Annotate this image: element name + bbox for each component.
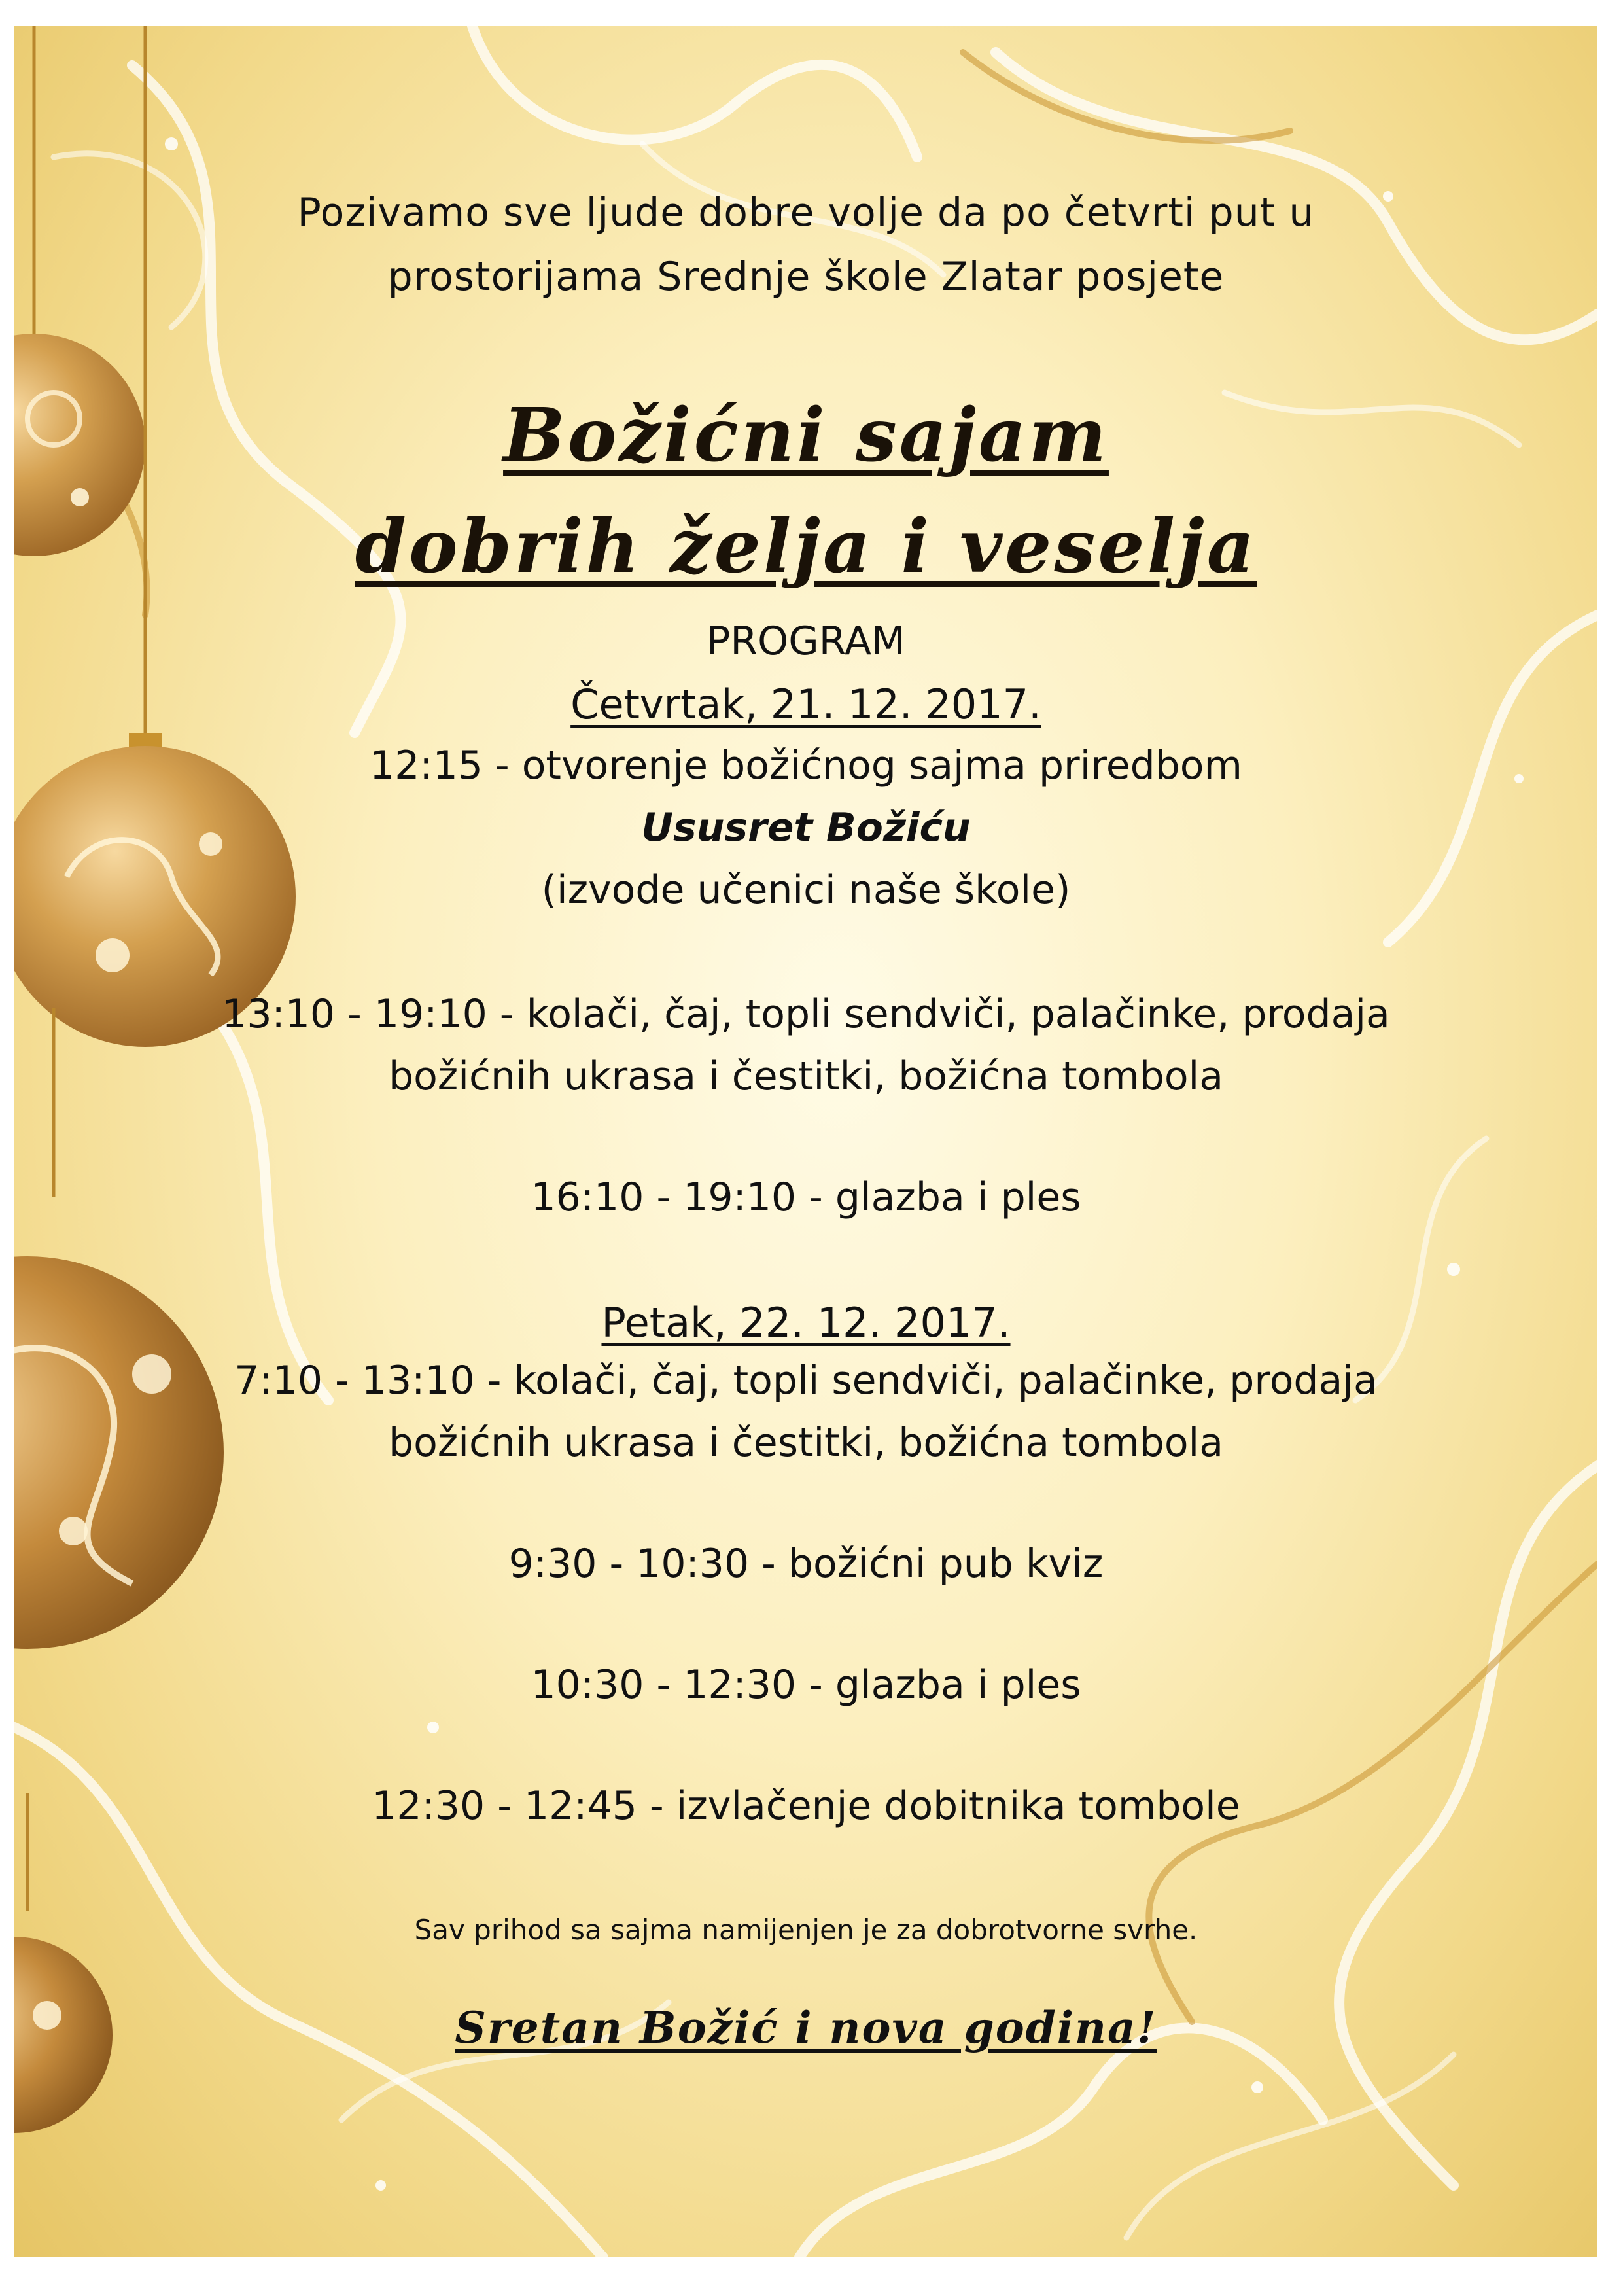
day2-draw: 12:30 - 12:45 - izvlačenje dobitnika tombole (372, 1783, 1240, 1829)
invitation-line-1: Pozivamo sve ljude dobre volje da po četvrti put u (297, 190, 1315, 236)
day1-opening-performance-title: Ususret Božiću (641, 805, 971, 851)
holiday-greeting: Sretan Božić i nova godina! (455, 2002, 1157, 2053)
charity-note: Sav prihod sa sajma namijenjen je za dobrotvorne svrhe. (414, 1914, 1198, 1946)
day2-quiz: 9:30 - 10:30 - božićni pub kviz (508, 1541, 1104, 1587)
day1-date: Četvrtak, 21. 12. 2017. (570, 680, 1041, 728)
gold-swirl-decoration (14, 52, 1597, 2022)
program-heading: PROGRAM (707, 618, 905, 664)
day1-opening-line-3: (izvode učenici naše škole) (541, 867, 1071, 913)
ornament-ball-bottom (14, 1793, 113, 2133)
day2-stalls-line-2: božićnih ukrasa i čestitki, božićna tombola (389, 1420, 1223, 1466)
day2-stalls-line-1: 7:10 - 13:10 - kolači, čaj, topli sendviči, palačinke, prodaja (234, 1358, 1378, 1404)
poster-title-line-2: dobrih želja i veselja (355, 504, 1257, 590)
day1-stalls-line-1: 13:10 - 19:10 - kolači, čaj, topli sendviči, palačinke, prodaja (222, 991, 1390, 1037)
day2-date: Petak, 22. 12. 2017. (601, 1299, 1011, 1347)
day2-music: 10:30 - 12:30 - glazba i ples (531, 1662, 1081, 1708)
invitation-line-2: prostorijama Srednje škole Zlatar posjete (387, 254, 1225, 300)
day1-music: 16:10 - 19:10 - glazba i ples (531, 1174, 1081, 1220)
poster-title-line-1: Božićni sajam (503, 393, 1109, 478)
christmas-fair-poster (14, 26, 1597, 2257)
day1-stalls-line-2: božićnih ukrasa i čestitki, božićna tombola (389, 1053, 1223, 1099)
day1-opening-line-1: 12:15 - otvorenje božićnog sajma priredbom (370, 743, 1242, 788)
